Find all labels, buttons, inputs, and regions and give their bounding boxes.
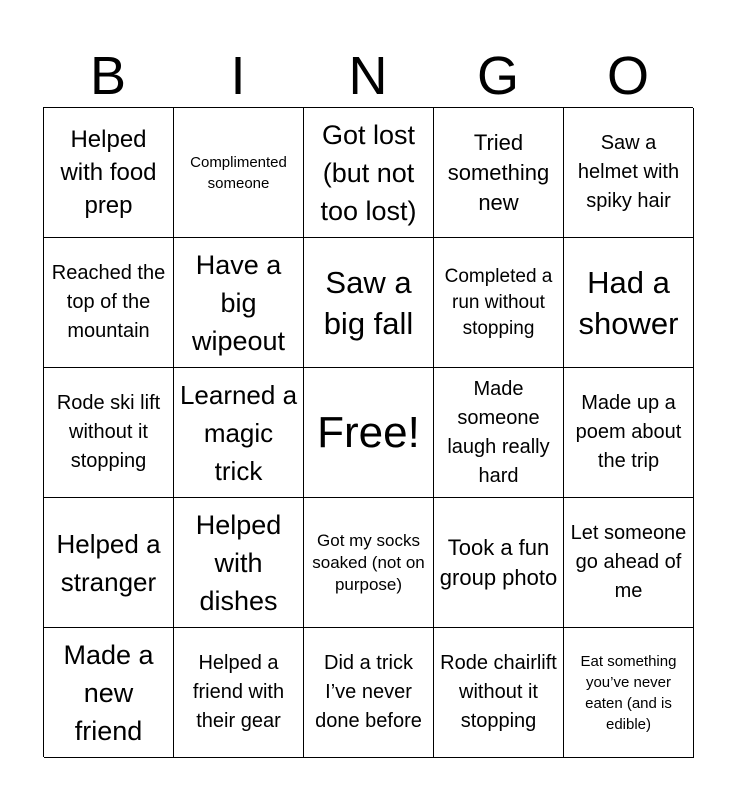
cell-text: Eat something you’ve never eaten (and is edible) (580, 652, 677, 733)
cell-text: Made up a poem about the trip (575, 392, 682, 472)
bingo-cell[interactable] (174, 368, 304, 498)
bingo-cell[interactable] (434, 368, 564, 498)
bingo-cell[interactable] (174, 498, 304, 628)
bingo-cell[interactable] (564, 498, 694, 628)
header-letter-i: I (230, 46, 246, 106)
cell-text: Let someone go ahead of me (570, 522, 687, 602)
bingo-cell[interactable] (434, 628, 564, 758)
cell-text: Helped with dishes (195, 509, 282, 616)
bingo-cell[interactable] (174, 238, 304, 368)
cell-text: Made a new friend (63, 639, 154, 746)
header-letter-g: G (476, 46, 519, 106)
free-space-cell[interactable] (304, 368, 434, 498)
cell-text: Complimented someone (190, 153, 287, 192)
cell-text: Tried something new (447, 129, 550, 215)
bingo-cell[interactable] (44, 628, 174, 758)
cell-text: Got lost (but not too lost) (320, 119, 417, 226)
bingo-cell[interactable] (174, 628, 304, 758)
bingo-header (43, 46, 693, 106)
cell-text: Had a shower (578, 264, 679, 341)
cell-text: Helped a friend with their gear (192, 652, 285, 732)
bingo-cell[interactable] (304, 628, 434, 758)
header-letter-b: B (89, 46, 127, 106)
cell-text: Saw a big fall (323, 264, 414, 341)
bingo-cell[interactable] (564, 368, 694, 498)
cell-text: Reached the top of the mountain (51, 262, 166, 342)
bingo-cell[interactable] (564, 628, 694, 758)
header-letter-n: N (348, 46, 388, 106)
cell-text: Made someone laugh really hard (447, 377, 550, 487)
cell-text: Learned a magic trick (179, 379, 298, 486)
bingo-cell[interactable] (44, 368, 174, 498)
cell-text: Helped a stranger (56, 528, 161, 597)
bingo-cell[interactable] (304, 238, 434, 368)
cell-text: Completed a run without stopping (444, 265, 553, 339)
cell-text: Got my socks soaked (not on purpose) (312, 530, 425, 594)
bingo-cell[interactable] (44, 498, 174, 628)
cell-text: Rode ski lift without it stopping (56, 392, 161, 472)
bingo-cell[interactable] (44, 238, 174, 368)
bingo-cell[interactable] (304, 108, 434, 238)
bingo-cell[interactable] (434, 108, 564, 238)
cell-text: Helped with food prep (60, 126, 157, 219)
cell-text: Saw a helmet with spiky hair (577, 132, 680, 212)
bingo-cell[interactable] (174, 108, 304, 238)
bingo-cell[interactable] (304, 498, 434, 628)
bingo-cell[interactable] (434, 238, 564, 368)
cell-text: Have a big wipeout (191, 249, 286, 356)
bingo-cell[interactable] (564, 108, 694, 238)
bingo-cell[interactable] (564, 238, 694, 368)
cell-text: Rode chairlift without it stopping (440, 652, 557, 732)
bingo-cell[interactable] (434, 498, 564, 628)
free-space-text: Free! (317, 407, 420, 457)
cell-text: Took a fun group photo (439, 534, 558, 590)
cell-text: Did a trick I’ve never done before (315, 652, 422, 732)
bingo-grid (43, 107, 693, 757)
bingo-cell[interactable] (44, 108, 174, 238)
header-letter-o: O (606, 46, 649, 106)
